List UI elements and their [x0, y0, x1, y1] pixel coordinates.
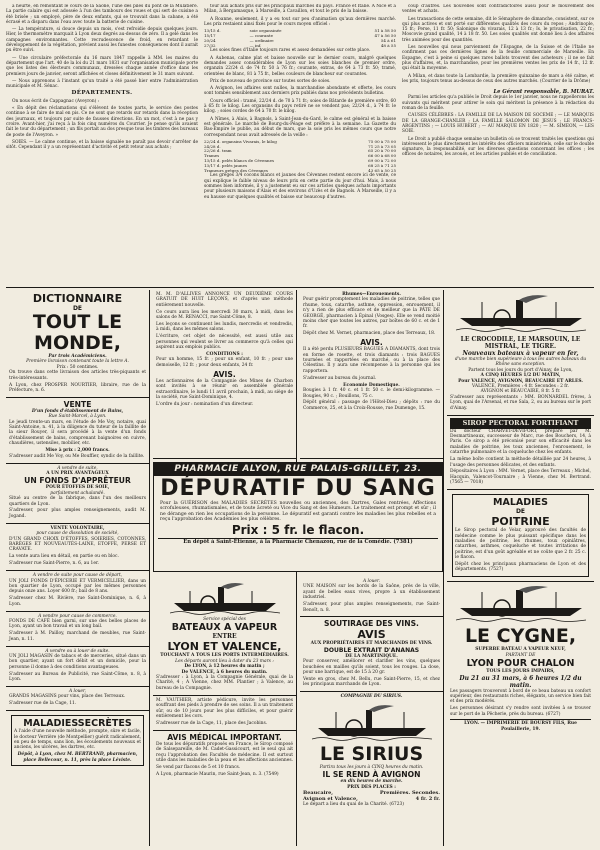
rate-cell: 54 à 61 [380, 37, 396, 43]
vente-head: D'un fonds d'établissement de Bains, [31, 408, 124, 414]
sirius-title: LE SIRIUS [319, 742, 424, 765]
news-paragraph: A Avignon, les affaires sont nulles, la marchandise abondante et offerte, les cours sont tombés sensiblement aux derniers prix publiés dans nos précédents bulletins. [204, 86, 396, 97]
vallin-text2: Ce cours aura lieu les mercredi 30 mars, à midi, dans les salons de M. RENACCI, rue Saint-Côme, 8. [156, 309, 293, 321]
croco-sub2: d'une marche bien supérieure à tous les autres bateaux du Rhône sans exception. [454, 357, 587, 368]
ad-pharmacie-alyon [153, 462, 443, 572]
news-paragraph: Les grèges 3/4 cocons blancs et jaunes des Cévennes restent encore ici de vente, ce qui explique le faible niveau de leurs prix en cette partie du jour d'hui. Mais, à nous sommes bien informés, il y a justement eu sur ces articles quelques achats importants pour plusieurs maisons d'Alais et des environs d'Uzès et de Bagnols. A Marseille, il y a eu hausse sur quelques qualités et baisse sur beaucoup d'autres. [204, 173, 396, 200]
ad-maladies-poitrine [447, 490, 594, 582]
rate-cell: 75 00 à 75 00 [368, 138, 396, 144]
cygne-date: Du 21 au 31 mars, à 6 heures 1/2 du matin. [459, 674, 582, 689]
maladies-text: A l'aide d'une nouvelle méthode, prompte, sûre et facile, le docteur Verrière (de Montpellier) guérit radicalement, en peu de temps, sans lion, les écoulements nouveaux et anciens, les ulcères, les dartres, etc. [14, 729, 141, 751]
poitrine-title1: MALADIES [493, 497, 548, 509]
fonds-line2: A UN PRIX AVANTAGEUX [46, 470, 109, 476]
steamboat-icon [456, 294, 586, 334]
poitrine-contact: Dépôt chez les principaux pharmaciens de Lyon et des départements. (7527) [455, 562, 586, 573]
sirius-band: COMPAGNIE DU SIRIUS. [340, 694, 403, 700]
vins-text: Pour conserver, améliorer et clarifier les vins, quelques bouchées en mailles qu'ils soient, tous les rouges. La dose, pour une barrique, est de 15 à 20 gr. [303, 659, 440, 676]
cygne-contact: Les personnes désirant s'y rendre sont invitées à se trouver sur le port de la Pêcherie, près du bureau. (6727) [450, 706, 591, 717]
fonds-title: UN FONDS D'APPRÊTEUR [24, 476, 131, 486]
ad-maladies-secretes [6, 711, 149, 770]
ad-service-bateaux [153, 577, 296, 696]
rate-cell: 48 à 55 [380, 42, 396, 48]
vente2-title: VENTE VOLONTAIRE, [50, 525, 105, 531]
dict-title: DICTIONNAIRE [32, 292, 123, 305]
cafe-contact: S'adresser à M. Pailloy, marchand de meubles, rue Saint-Jean, n. 11. [9, 631, 146, 642]
sirius-sub: Partira tous les jours à CINQ heures du matin. [319, 764, 424, 770]
vente2-sub: pour cause de dissolution de société, [36, 531, 119, 537]
news-paragraph: CAUSES CÉLÈBRES : LA FAMILLE DE LA MAISON DE SOCEME ; — LE MARQUIS DE LA GRANGE-CHANLER ; LA FAMILLE SALOMON DE JESUS ; LE FRANCS-ARGENTINS ; — LOUIS HUBERT ; — AU MARQUE EN 1820 ; — M. SIMEON, — LES SOIE. [402, 113, 594, 135]
rate-cell: — ordinaire [249, 37, 274, 43]
croco-hours: A CINQ HEURES 1/2 DU MATIN, [480, 373, 561, 379]
service-route: LYON ET VALENCE, [167, 640, 282, 654]
vallet-text: M. VAUTHIER, artiste pédicure, invite les personnes souffrant des pieds à prendre de ses soins. Il a un traitement sûr, ou de 10 jours pour les plus difficiles, et pour guérir entièrement les cors. [156, 697, 293, 719]
medical-contact: A Lyon, pharmacie Maurin, rue Saint-Jean, n. 3. (7549) [156, 771, 279, 777]
maladies-depot: Dépôt, à Lyon, chez M. BERTRAND, pharmacien, place Bellecour, n. 11, près la place Léviste. [17, 752, 138, 763]
news-paragraph: coup d'autres. Les nouvelles sont contradictoires aussi pour le mouvement des ventes et achats. [402, 4, 594, 15]
croco-pour: Pour VALENCE, AVIGNON, BEAUCAIRE ET ARLES. [458, 378, 583, 384]
ad-vente-volontaire [6, 524, 149, 571]
vallet-contact: S'adresser rue de la Cage, 11, place des Jacobins. [156, 720, 268, 726]
service-dep1: De LYON, à 12 heures du matin ; [184, 664, 265, 670]
sirop-contact: Dépositaires à Lyon : MM. Vernet, place des Terreaux ; Michel, Hacquin, Valencot-Tournaire ; à Vienne, chez M. Bertrand. (7565 — 7018) [450, 469, 591, 486]
news-column-3 [402, 4, 594, 287]
steamboat-icon [456, 586, 586, 624]
medical-text: De tous les dépuratifs proposés en France, le Sirop composé de Salsepareille, de M. Cadet-Gassicourt, est le seul qui ait reçu l'approbation des Facultés de médecine. Il est surtout utile dans les maladies de la peau et les affections anciennes. [156, 741, 293, 763]
dict-title-2: TOUT LE MONDE, [32, 311, 123, 354]
louer-contact: S'adresser rue de la Cage, 11. [9, 701, 77, 707]
rate-cell: 22/26 d. tram [204, 148, 232, 154]
silk-rates-table-2 [204, 140, 396, 174]
rate-cell: 51 à 58 50 [374, 28, 396, 34]
cygne-title: LE CYGNE, [464, 625, 577, 648]
service-title2: BATEAUX A VAPEUR [171, 622, 278, 634]
cygne-partant: PARTANT DE [505, 652, 536, 658]
service-entre: ENTRE [212, 633, 237, 641]
rate-cell: 66 00 à 68 00 [368, 153, 396, 159]
gerant-signature: Le Gérant responsable, B. MURAT. [493, 89, 594, 96]
ad-magasins-vins [6, 687, 149, 711]
rate-cell: 13/15 d. pelés blancs de Cévennes [204, 158, 274, 164]
steamboat-icon [312, 702, 432, 742]
rate-cell: 65 20 à 70 00 [368, 148, 396, 154]
service-dep: Les départs auront lieu à dater du 23 mars : [175, 658, 274, 664]
news-paragraph: Les nouvelles qui nous parviennent de l'Espagne, de la Suisse et de l'Italie ne confirment pas ces dernières lignes de la feuille commerciale de Marseille. En Espagne, c'est à peine si quelques rares ballots trouvent des acheteurs ; il ne se fait plus d'affaires, et, la marchandise, pour les premières ventes les prix de 14 fr., 12 fr. qui était la moyenne. [402, 45, 594, 72]
medical-title: AVIS MÉDICAL IMPORTANT. [167, 732, 282, 742]
news-section [6, 4, 594, 288]
news-paragraph: Les transactions de cette semaine, dit le Sémaphore de dimanche, consistent, sur ce qui plus actives et ont porté sur différentes qualités des cours du repos ; Andrinople, 15 fr.; Perse, 11 fr. 50; Salonique du vivarais, 12 à 13 fr.; Is, le privatisation, 22 fr.; Moscovie grand qualité, 14 à 18 fr. 50. Les soies qualités ont donné lieu à des affaires très animées pour des quantités. [402, 16, 594, 43]
vallin-text4: L'écriture, cet objet de nécessité, est aussi utile aux personnes qui veulent se livrer au commerce qu'à celles qui aspirent aux emplois publics. [156, 334, 293, 351]
vins-title: SOUTIRAGE DES VINS. [324, 619, 419, 629]
rhume-depot: Dépôt chez M. Vernet, pharmacien, place des Terreaux, 18. [303, 331, 436, 337]
joli-title: A vendre de suite pour cause de départ, [32, 573, 123, 579]
medical-price: Se vend par flacons de 5 et 10 francs. [156, 764, 241, 770]
dict-addr: A Lyon, chez PROSPER NOURTIER, libraire, rue de la Préfecture, n. 6. [9, 382, 146, 393]
ad-avis-medical [153, 731, 296, 781]
rate-cell: — courante [249, 32, 273, 38]
news-paragraph: à heurté, en remontant le cours de la Saône, l'une des piles du pont de la Mulatière. La partie calaire qui est adossée à l'un des tambours des roues et qui sert de cuisine a été brisée ; un employé, père de deux enfants, qui se trouvait dans la cabane, a été écrasé et a disparu dans l'eau avec toute la batterie de cuisine. [6, 4, 198, 25]
vente2-text2: La vente aura lieu en détail, en partie ou en bloc. [9, 554, 119, 560]
cygne-route: LYON POUR CHALON [466, 658, 575, 670]
ad-epicerie [6, 571, 149, 611]
rate-cell: — inf. [249, 42, 262, 48]
sirius-contact: Le départ a lieu du quai de la Charité. (6723) [303, 801, 405, 807]
rate-cell: 69 00 à 72 00 [368, 158, 396, 164]
departments-heading: DÉPARTEMENTS. [71, 90, 133, 97]
vente-text: Le jeudi trente-un mars, en l'étude de Me Voy, notaire, quai Saint-Antoine, n. 41, à la diligence du tuteur de la faillite de la sieur Rouyer, il sera procédé à la vente d'un fonds d'établissement de bains, comprenant baignoires en cuivre, chaudières, ustensiles, mobilier, etc. [9, 419, 146, 447]
dict-text: On trouve dans cette livraison des articles très-piquants et très-intéressants. [9, 370, 146, 381]
croco-contact: S'adresser aux représentants : MM. BONNARDEL frères, à Lyon, quai de l'Arsenal, et rue Sala, 2, ou au bureau sur le port d'Ainay. [450, 394, 591, 411]
service-contact: S'adresser : à Lyon, à la Compagnie Générale, quai de la Charité, 4 ; A Vienne, chez MM. Plantier ; à Valence, au bureau de la Compagnie. [156, 675, 293, 691]
fonds-sub: POUR ÉTOFFES DE SOIE, [45, 485, 110, 491]
vente-street: Rue Saint-Marcel, à Lyon. [48, 414, 107, 420]
silk-rates-table [204, 29, 396, 48]
rate-cell: 47 à 56 50 [374, 32, 396, 38]
fonds-contact: S'adresser, pour plus amples renseignements, audit M. Jogand. [9, 508, 146, 519]
maison-title: A louer. [362, 579, 381, 584]
poitrine-de: DE [515, 508, 526, 516]
dict-livraison: Première livraison contenant toute la lettre A. [26, 359, 129, 365]
avis1-title: AVIS. [213, 369, 236, 379]
ad-vente-bains [6, 398, 149, 464]
tabacs-contact: S'adresser au Bureau de Publicité, rue Saint-Côme, n. 8, à Lyon. [9, 671, 146, 683]
eco-text: Bougies à 1 fr. 40 c. et 1 fr. 50 c. le demi-kilogramme. — Bougies, 90 c. ; Bouillons, 75 c. [303, 388, 440, 399]
tabacs-text: UN JOLI MAGASIN de tabacs et de merceries, situé dans un bon quartier, ayant un fort débit et un domicile, pour la personne il donne à des conditions avantageuses. [9, 653, 146, 670]
news-paragraph: A Roanne, seulement, il y a eu tout sur peu d'animation qu'aux dernières marché. Les prix restaient ainsi fixés pour le cours moyen officiel : [204, 16, 396, 27]
rate-cell: 13/17 d. pelés jaunes [204, 162, 247, 168]
rate-cell: Trames [204, 153, 220, 159]
rate-cell: 13/15 d. [204, 28, 221, 34]
service-title1: Service spécial des [203, 617, 246, 622]
news-paragraph: A Milan, et dans toute la Lombardie, la première quinzaine de mars a été calme, et les prix, toujours tenus au-dessus de ceux des autres marchés. (Courrier de la Drôme) [402, 73, 594, 84]
ad-pedicure [153, 696, 296, 731]
steamboat-icon [170, 581, 280, 615]
ad-fonds-appreteur [6, 464, 149, 524]
avis2-text: Il a été perdu PLUSIEURS BAGUES A DIAMANTS, dont trois en forme de rosette, et trois diamants : trois BAGUES tournées et rapportées en marché, ou à la place des Célestins. Il y aura une récompense à la personne qui les rapportera. [303, 347, 440, 374]
avis2-title: AVIS. [360, 338, 383, 348]
pharmacie-head: PHARMACIE ALYON, RUE PALAIS-GRILLET, 23. [154, 463, 442, 476]
fonds-text: Situé au centre de la fabrique, dans l'un des meilleurs quartiers de Lyon. [9, 496, 146, 507]
avis1-contact: L'ordre du jour : nomination d'un directeur. [156, 401, 254, 407]
news-paragraph: « En dépit des réclamations qui s'élèvent de toutes parts, le service des postes continue à se faire de mal en pis. Ce ne sont que retards sur retards dans la réception des journaux, et toujours par suite de fausses directions. En un mot, c'est à ne pas y croire. Avant-hier, j'ai reçu à la fois cinq numéros du Courrier. Je pense qu'ils avaient fait le tour du département ; un fils portait au dos presque tous les timbres des bureaux de poste de l'Aveyron. » [6, 106, 198, 138]
fonds-sub2: parfaitement achalandé. [50, 490, 105, 496]
news-paragraph: Cours officiel : tramé, 22/24 d. de 70 à 71 fr.; soies de Bâtarde de première ordre, 60 à 65 fr. le kilog. Les organsins du pays retiré ne se vendent pas; 22/24 d., à 74 fr. le kilog. ; soies cordes de 64 à 70 fr. le kilog. [204, 98, 396, 115]
avis2-contact: S'adresser au bureau du journal. [303, 375, 377, 381]
sirius-p1: Premières. Secondes. [379, 789, 440, 796]
sirop-text: Du docteur CHARVET-DEVIFORT, préparé par M. Desmartineaux, successeur de Marc, rue des Bouchers, 14, à Paris. Ce sirop a été préconisé pour son efficacité dans les maladies de poitrine, les toux anciennes, l'enrouement, le catarrhe pulmonaire et la coqueluche chez les enfants. [450, 428, 591, 456]
news-column-1 [6, 4, 198, 287]
joli-contact: S'adresser chez M. Rivière, rue Saint-Dominique, n. 6, à Lyon. [9, 596, 146, 607]
news-paragraph: On nous écrit de Cappagnac (Aveyron) : [12, 98, 100, 104]
news-paragraph: tour aux achats pris sur les principaux marchés du pays. France et Italie. A Nice et à Milan, à Bergamasque, à Marseille, à Cavaillon, et tout le pris de la baisse. [204, 4, 396, 15]
rhume-text: Pour guérir promptement les maladies de poitrine, telles que rhume, toux, catarrhe, asthme, oppression, enrouement, il n'y a rien de plus efficace et de meilleur que la PÂTE DE GEORGÉ, pharmacien à Épinal (Vosges). Elle se vend moitié moins cher que toutes les autres, par boîtes de 60 c. et de 1 fr. [303, 297, 440, 330]
vallin-text3: Les leçons se continuent les lundis, mercredis et vendredis, à midi, dans les mêmes salons. [156, 322, 293, 333]
cafe-text: FONDS DE CAFÉ bien garni, sur une des belles places de Lyon, ayant un bon travail et un long bail. [9, 618, 146, 630]
ad-crocodile [447, 290, 594, 416]
sirop-title: SIROP PECTORAL FORTIFIANT [450, 418, 591, 429]
joli-text: UN JOLI FONDS D'ÉPICERIE ET VERMICELLIER, dans un bon quartier de Lyon, occupé par les mêmes personnes depuis onze ans. Loyer 600 fr.; bail de 8 ans. [9, 578, 146, 595]
ad-maison-louer [300, 577, 443, 617]
sirius-c2: Avignon et Valence, [303, 795, 358, 802]
advertisements-section [6, 290, 594, 846]
rhume-title: Rhumes—Enrouements. [342, 292, 401, 297]
news-column-2 [204, 4, 396, 287]
news-paragraph: — Nous apprenons à l'instant qu'un traité a été passé hier entre l'administration municipale et M. Sénac. [6, 78, 198, 90]
croco-title: LE CROCODILE, LE MARSOUIN, LE MISTRAL, LE TIGRE. [460, 336, 581, 350]
croco-price2: AVIGNON et BEAUCAIRE, 8 fr. 5 fr. [480, 389, 561, 395]
vins-prod2: DE LA MARTINIQUE. [345, 653, 398, 659]
maison-text: UNE MAISON sur les bords de la Saône, près de la ville, ayant de belles eaux vives, propre à un établissement industriel. [303, 584, 440, 601]
pharmacie-price: Prix : 5 fr. le flacon. [231, 522, 365, 537]
vallin-text: M. M. D'ALLIVES ANNONCE UN DEUXIÈME COURS GRATUIT DE HUIT LEÇONS, et d'après une méthode entièrement nouvelle. [156, 292, 293, 308]
rate-cell: 24/28 d. [204, 143, 221, 149]
news-paragraph: Prix de nouveau de province sur toutes sortes de soies. [210, 78, 331, 84]
vente-title: VENTE [63, 399, 92, 409]
fonds-line1: A vendre de suite, [57, 465, 98, 471]
rate-cell: 43 65 à 50 25 [368, 167, 396, 173]
dict-sub: Par trois Académiciens. [48, 354, 107, 359]
printer-line: LYON. — IMPRIMERIE DE BOURSY FILS, Rue Poulaillerie, 19. [450, 719, 591, 732]
vins-contact: Vente en gros, chez M. Bellu, rue Saint-Pierre, 15, et chez les principaux marchands de Lyon. [303, 676, 440, 688]
rate-cell: 27/32 [204, 42, 216, 48]
ad-rhumes-avis-economie [300, 290, 443, 459]
pharmacie-text: Pour la GUÉRISON des MALADIES SECRÈTES nouvelles ou anciennes, des Dartres, Gales rentrées, Affections scrofuleuses, rhumatismales, et de toute âcreté ou Vice du Sang et des Humeurs. Le traitement est prompt et sûr ; il ne dérange en rien les occupations de la personne. Le dépuratif est garanti contre les maladies les plus rebelles et a reçu l'approbation des Académies les plus célèbres. [160, 501, 436, 523]
ad-cafe [6, 612, 149, 647]
louer-title: A louer, [68, 689, 87, 694]
sirius-prix: PRIX DES PLACES : [347, 784, 396, 790]
dict-prix: Prix : 50 centimes. [56, 364, 99, 370]
rate-cell: Trameurs grèges des Cévennes [204, 167, 268, 173]
pharmacie-depot: En dépôt à Saint-Étienne, à la Pharmacie Chenazon, rue de la Comédie. (7381) [158, 538, 438, 546]
croco-text: Partent tous les jours du port d'Ainay, de Lyon, [468, 367, 573, 373]
vins-sub: AUX PROPRIÉTAIRES ET MARCHANDS DE VINS. [310, 641, 433, 647]
dict-de: DE [72, 305, 83, 312]
news-paragraph: A Aubenas, calme plat et baisse nouvelle sur le dernier cours, malgré quelques demandes assez considérables de Lyon sur les soies blanches de premier ordre, organzin 22/24 d. de 74 fr. 50 à 76 fr.; courante, extras, de 64 à 73 fr. 50; tramé, orientées de blanc, 81 à 75 fr., belles couleurs de blancheur sur courantes. [204, 55, 396, 77]
sirop-text2: La même boîte contient la méthode détaillée par 24 heures, à l'usage des personnes délicates, et des enfants. [450, 457, 591, 468]
ad-dictionnaire [6, 290, 149, 398]
news-paragraph: — Une circulaire préfectorale du 16 mars 1847 rappelle à MM. les maires du département que l'art. 40 de la loi du 21 mars 1831 sur l'organisation municipale porte que les listes des électeurs communaux, dressées chaque année d'office dans les premiers jours de janvier, seront affichées et closes définitivement le 31 mars suivant. [6, 55, 198, 77]
croco-sub: Nouveaux bateaux à vapeur en fer, [462, 350, 579, 357]
vins-prod: DOUBLE EXTRAIT D'ANANAS [323, 646, 420, 654]
poitrine-text: Le Sirop pectoral de Velar, approuvé des facultés de médecine comme le plus puissant spécifique dans les maladies de poitrine, les rhumes, toux opiniâtres, catarrhes, asthmes, coqueluche et toutes irritations de poitrine, est d'un goût agréable et ne coûte que 2 fr. 25 c. le flacon. [455, 528, 586, 561]
cafe-title: A vendre pour cause de commerce. [38, 613, 117, 619]
vente2-contact: S'adresser rue Saint-Pierre, n. 6, au 1er. [9, 561, 99, 567]
vins-avis: AVIS [357, 628, 386, 642]
pharmacie-title: DÉPURATIF DU SANG [160, 476, 436, 501]
ad-le-cygne [447, 582, 594, 734]
poitrine-title2: POITRINE [491, 515, 550, 529]
cygne-sub: SUPERBE BATEAU A VAPEUR NEUF, [475, 647, 566, 653]
vallin-cond: Pour un homme, 15 fr. ; pour un enfant, 10 fr. ; pour une demoiselle, 12 fr. ; pour deux enfants, 24 fr. [156, 357, 293, 368]
ad-sirius [300, 692, 443, 811]
eco-depot: Dépôt général : passage de l'Hôtel-Dieu ; dépôts : rue du Commerce, 25, et à la Croix-Rousse, rue Dumenge, 15. [303, 400, 440, 411]
ad-sirop-pectoral [447, 416, 594, 491]
cygne-sub2: TOUS LES JOURS IMPAIRS, [486, 669, 555, 675]
tabacs-title: A vendre ou à louer de suite. [45, 648, 110, 654]
ads-column-4 [447, 290, 594, 846]
ad-cours-ecriture [153, 290, 296, 459]
vente-mise: Mise à prix : 2,000 francs. [45, 448, 110, 454]
news-paragraph: SOIES. — Le calme continue, et la baisse signalée ne paraît pas devoir s'arrêter de sitôt. Cependant il y a un représentant d'activité et petit retour aux achats ; [6, 139, 198, 151]
maison-contact: S'adresser, pour plus amples renseignements, rue Saint-Benoît, n. 8. [303, 602, 440, 613]
news-paragraph: Le Droit a publié chaque semaine un bulletin où se trouvent traités les questions qui intéressent le plus directement les intérêts des officiers ministériels, celle sur le double signature, la responsabilité, sur les diverses questions concernant les offices ; les offices de notaires, les avoués, et les articles publiés et de conciliation. [402, 136, 594, 158]
vente2-text: D'UN GRAND CHOIX D'ÉTOFFES, SOIERIES, COTONNES, BARÈGES ET NOUVEAUTÉS-LAINE, ETOFFE, PERSE ET CRAVATE. [9, 536, 146, 553]
news-paragraph: A Nîmes, à Alais, à Bagnols, à Saint-Jean-du-Gard, le calme est général et la baisse est générale. Le marché de Bourg-du-Péage est préfère à la semaine. La Gazette du Bas-Empire le publie, au début de mars, que la soie pris les mêmes cours que notre correspondant nous avait adressés de la veille : [204, 116, 396, 138]
avis1-text: Les actionnaires de la Compagnie des Mines de Charbon sont invités à se réunir en assemblée générale extraordinaire, le lundi 11 avril prochain, à midi, au siège de la société, rue Saint-Dominique, 4. [156, 378, 293, 400]
ads-column-1 [6, 290, 150, 846]
sirius-c1: Beaucaire, [303, 789, 334, 796]
news-paragraph: Parmi les articles qu'a publiés le Droit depuis le 1er janvier, nous ne rappellerons les suivants qui méritent pour attirer le soin qui méritent la présence à la rédaction du roman de la feuille. [402, 95, 594, 112]
service-sub: TOUCHANT A TOUS LES PORTS INTERMÉDIAIRES. [160, 653, 289, 659]
cygne-text: Les passagers trouveront à bord de ce beau bateau un confort supérieur, des restaurants riches, élégants, un service bien fait et des prix modérés. [450, 688, 591, 705]
ad-soutirage-vins [300, 617, 443, 692]
sirius-line: IL SE REND À AVIGNON [322, 770, 421, 780]
eco-title: Economie Domestique. [343, 382, 400, 388]
louer-text: GRANDS MAGASINS pour vins, place des Terreaux. [9, 694, 126, 700]
vallin-cond-title: CONDITIONS : [206, 352, 243, 358]
news-paragraph: — La température, si douce depuis un mois, s'est refroidie depuis quelques jours. Hier, le thermomètre marquait à Lyon deux degrés au-dessus de zéro. Il a gelé dans les campagnes environnantes. Cette recrudescence de froid, en retardant le développement de la végétation, prévient aussi les funestes conséquences dont il aurait pu être suivi. [6, 27, 198, 54]
rate-cell: 68 25 à 71 25 [368, 162, 396, 168]
rate-cell: 22/24 d. organsins Vivarais, le kilog [204, 138, 277, 144]
ad-magasin-tabacs [6, 647, 149, 687]
sirius-line2: en dix heures de marche. [340, 779, 403, 785]
rate-cell: soie organsinée [249, 28, 282, 34]
rate-cell: 15/17 [204, 32, 216, 38]
sirius-p2: 4 fr. 2 fr. [415, 795, 440, 802]
vente-contact: S'adresser audit Me Voy, ou Me Bouffier, syndic de la faillite. [9, 453, 145, 459]
service-dep2: De VALENCE, à 6 heures du matin. [181, 669, 268, 675]
maladies-title: MALADIESSECRÈTES [23, 718, 132, 730]
croco-price1: VALENCE, Premières : 4 fr. Secondes : 2 fr. [472, 384, 569, 390]
news-paragraph: Les soies fines d'Italie toujours rares et assez demandées sur cette place. [210, 48, 371, 54]
rate-cell: 71 25 à 73 05 [368, 143, 396, 149]
rate-cell: 20/24 [204, 37, 216, 43]
